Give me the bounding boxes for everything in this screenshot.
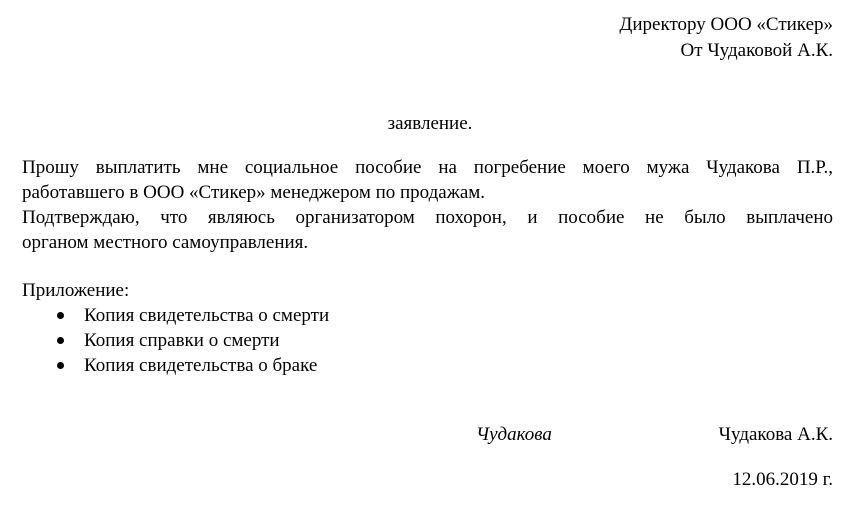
recipient-line-2: От Чудаковой А.К. [680,40,833,61]
recipient-line-1: Директору ООО «Стикер» [619,14,833,35]
request-paragraph [22,155,833,205]
attachment-label: Копия свидетельства о смерти [84,305,330,326]
document-title: заявление. [387,113,473,134]
bullet-icon [57,362,64,369]
list-item [22,303,329,328]
confirmation-paragraph [22,205,833,255]
recipient-block [619,12,833,64]
application-body [22,155,833,255]
list-item [22,328,329,353]
attachments-heading: Приложение: [22,280,130,301]
attachment-label: Копия свидетельства о браке [84,355,318,376]
attachment-label: Копия справки о смерти [84,330,280,351]
bullet-icon [57,312,64,319]
handwritten-signature: Чудакова [476,424,552,445]
document-date: 12.06.2019 г. [732,469,833,490]
request-line-2: работавшего в ООО «Стикер» менеджером по продажам. [22,182,486,203]
list-item [22,353,329,378]
signer-name: Чудакова А.К. [718,424,833,445]
bullet-icon [57,337,64,344]
request-line-1: Прошу выплатить мне социальное пособие на погребение моего мужа Чудакова П.Р., [22,157,833,178]
attachments-list [22,303,329,378]
confirmation-line-2: органом местного самоуправления. [22,232,309,253]
attachments-section [22,278,329,378]
confirmation-line-1: Подтверждаю, что являюсь организатором похорон, и пособие не было выплачено [22,207,833,228]
